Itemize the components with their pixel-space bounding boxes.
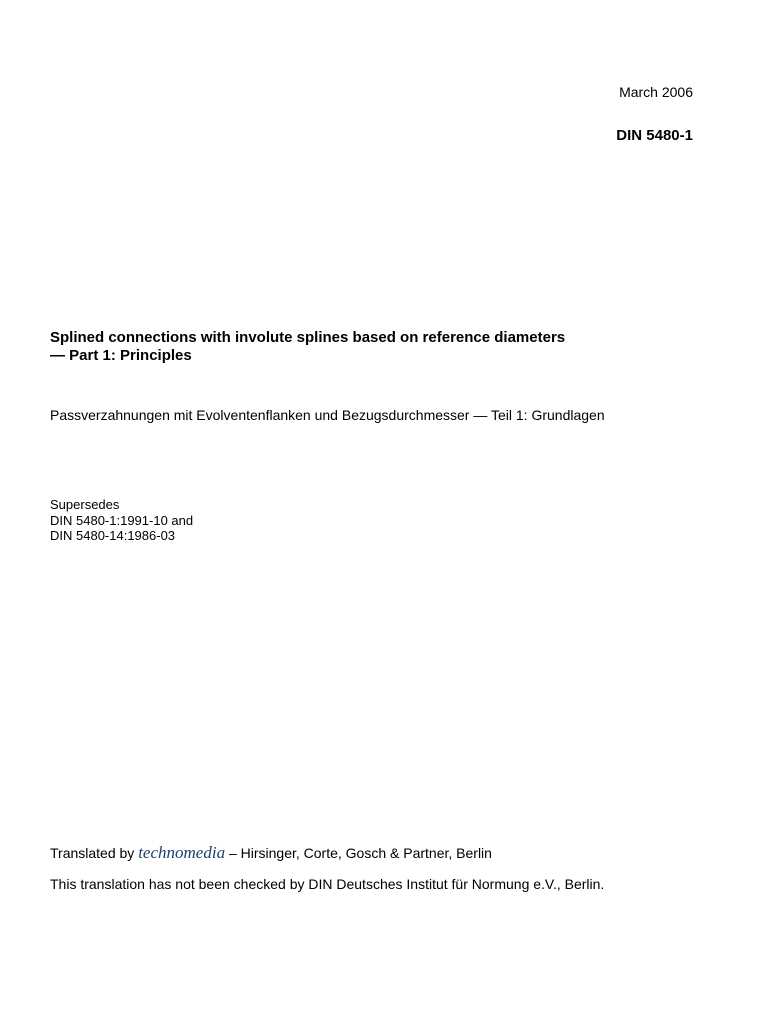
- supersedes-item: DIN 5480-1:1991-10 and: [50, 512, 194, 528]
- document-date: March 2006: [619, 84, 693, 100]
- document-title: [50, 329, 700, 365]
- supersedes-item: DIN 5480-14:1986-03: [50, 528, 176, 543]
- title-line-1: Splined connections with involute splines based on reference diameters: [50, 329, 566, 346]
- translation-prefix: Translated by: [50, 845, 139, 861]
- document-number: DIN 5480-1: [616, 127, 693, 144]
- translator-brand-logo: technomedia: [138, 843, 226, 862]
- translation-credit: [50, 843, 492, 863]
- title-line-2: — Part 1: Principles: [50, 347, 192, 364]
- translation-disclaimer: This translation has not been checked by DIN Deutsches Institut für Normung e.V., Berlin.: [50, 876, 605, 892]
- supersedes-block: [50, 497, 193, 544]
- supersedes-label: Supersedes: [50, 497, 120, 512]
- translation-suffix: – Hirsinger, Corte, Gosch & Partner, Berlin: [225, 845, 492, 861]
- german-title: Passverzahnungen mit Evolventenflanken und Bezugsdurchmesser — Teil 1: Grundlagen: [50, 407, 605, 423]
